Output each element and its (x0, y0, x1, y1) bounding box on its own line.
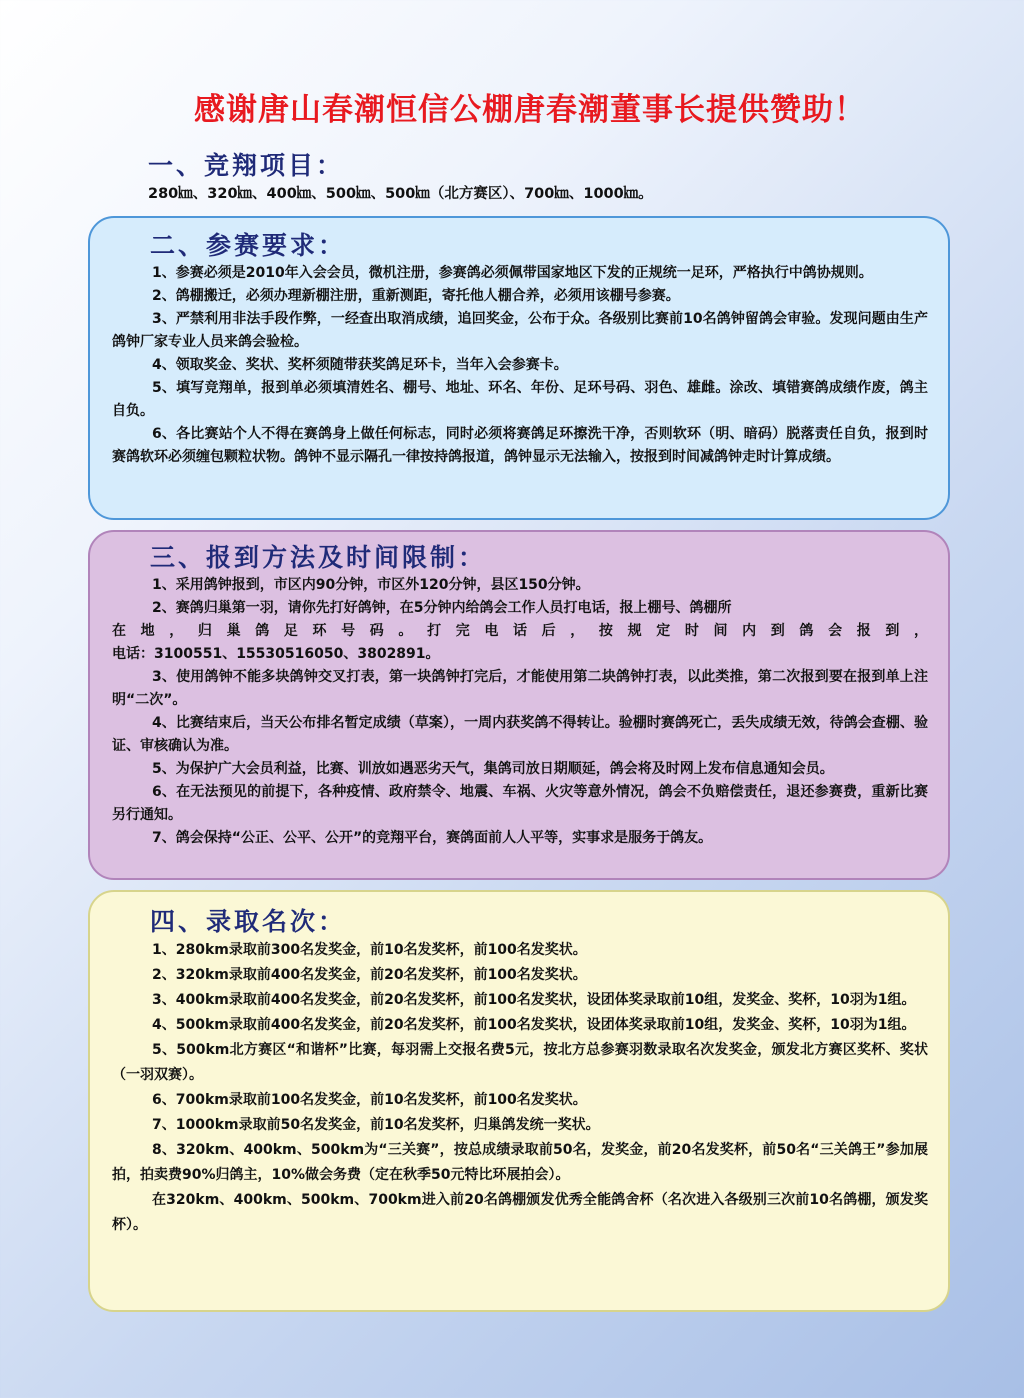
list-item: 4、500km录取前400名发奖金，前20名发奖杯，前100名发奖状，设团体奖录取前10组，发奖金、奖杯，10羽为1组。 (152, 1017, 916, 1033)
section-4-heading: 四、录取名次： (150, 907, 347, 936)
list-item: 在地，归巢鸽足环号码。打完电话后，按规定时间内到鸽会报到， (112, 623, 928, 639)
list-item: 2、320km录取前400名发奖金，前20名发奖杯，前100名发奖状。 (152, 967, 587, 983)
list-item: 8、320km、400km、500km为“三关赛”，按总成绩录取前50名，发奖金，前20名发奖杯，前50名“三关鸽王”参加展拍，拍卖费90%归鸽主，10%做会务费（定在秋季50元特比环展拍会）。 (112, 1142, 928, 1183)
list-item: 2、鸽棚搬迁，必须办理新棚注册，重新测距，寄托他人棚合养，必须用该棚号参赛。 (152, 288, 680, 304)
list-item: 1、采用鸽钟报到，市区内90分钟，市区外120分钟，县区150分钟。 (152, 577, 590, 593)
list-item: 5、500km北方赛区“和谐杯”比赛，每羽需上交报名费5元，按北方总参赛羽数录取名次发奖金，颁发北方赛区奖杯、奖状（一羽双赛）。 (112, 1042, 928, 1083)
list-item: 3、400km录取前400名发奖金，前20名发奖杯，前100名发奖状，设团体奖录取前10组，发奖金、奖杯，10羽为1组。 (152, 992, 916, 1008)
section-2-heading: 二、参赛要求： (150, 231, 347, 260)
list-item: 1、参赛必须是2010年入会会员，微机注册，参赛鸽必须佩带国家地区下发的正规统一足环，严格执行中鸽协规则。 (152, 265, 873, 281)
section-1-heading: 一、竞翔项目： (148, 151, 345, 180)
section-1-distances: 280㎞、320㎞、400㎞、500㎞、500㎞（北方赛区）、700㎞、1000㎞。 (148, 186, 653, 202)
section-3-heading: 三、报到方法及时间限制： (150, 543, 487, 572)
section-3-list (112, 574, 928, 850)
list-item: 5、为保护广大会员利益，比赛、训放如遇恶劣天气，集鸽司放日期顺延，鸽会将及时网上发布信息通知会员。 (152, 761, 834, 777)
list-item: 6、700km录取前100名发奖金，前10名发奖杯，前100名发奖状。 (152, 1092, 587, 1108)
section-4-panel (88, 890, 950, 1312)
list-item: 6、各比赛站个人不得在赛鸽身上做任何标志，同时必须将赛鸽足环擦洗干净，否则软环（明、暗码）脱落责任自负，报到时赛鸽软环必须缠包颗粒状物。鸽钟不显示隔孔一律按持鸽报道，鸽钟显示无法输入，按报到时间减鸽钟走时计算成绩。 (112, 426, 928, 465)
section-3-panel (88, 530, 950, 880)
list-item: 6、在无法预见的前提下，各种疫情、政府禁令、地震、车祸、火灾等意外情况，鸽会不负赔偿责任，退还参赛费，重新比赛另行通知。 (112, 784, 928, 823)
list-item: 7、1000km录取前50名发奖金，前10名发奖杯，归巢鸽发统一奖状。 (152, 1117, 600, 1133)
list-item: 7、鸽会保持“公正、公平、公开”的竞翔平台，赛鸽面前人人平等，实事求是服务于鸽友。 (152, 830, 713, 846)
list-item: 2、赛鸽归巢第一羽，请你先打好鸽钟，在5分钟内给鸽会工作人员打电话，报上棚号、鸽棚所 (152, 600, 732, 616)
list-item: 3、使用鸽钟不能多块鸽钟交叉打表，第一块鸽钟打完后，才能使用第二块鸽钟打表，以此类推，第二次报到要在报到单上注明“二次”。 (112, 669, 928, 708)
list-item: 1、280km录取前300名发奖金，前10名发奖杯，前100名发奖状。 (152, 942, 587, 958)
section-2-panel (88, 216, 950, 520)
list-item: 4、领取奖金、奖状、奖杯须随带获奖鸽足环卡，当年入会参赛卡。 (152, 357, 568, 373)
sponsor-title: 感谢唐山春潮恒信公棚唐春潮董事长提供赞助！ (194, 92, 866, 128)
list-item: 5、填写竞翔单，报到单必须填清姓名、棚号、地址、环名、年份、足环号码、羽色、雄雌。涂改、填错赛鸽成绩作废，鸽主自负。 (112, 380, 928, 419)
phone-numbers: 电话：3100551、15530516050、3802891。 (112, 646, 440, 662)
list-item: 在320km、400km、500km、700km进入前20名鸽棚颁发优秀全能鸽舍杯（名次进入各级别三次前10名鸽棚，颁发奖杯）。 (112, 1192, 928, 1233)
list-item: 4、比赛结束后，当天公布排名暂定成绩（草案），一周内获奖鸽不得转让。验棚时赛鸽死亡，丢失成绩无效，待鸽会查棚、验证、审核确认为准。 (112, 715, 928, 754)
list-item: 3、严禁利用非法手段作弊，一经查出取消成绩，追回奖金，公布于众。各级别比赛前10名鸽钟留鸽会审验。发现问题由生产鸽钟厂家专业人员来鸽会验检。 (112, 311, 928, 350)
section-2-list (112, 262, 928, 469)
section-4-list (112, 938, 928, 1238)
